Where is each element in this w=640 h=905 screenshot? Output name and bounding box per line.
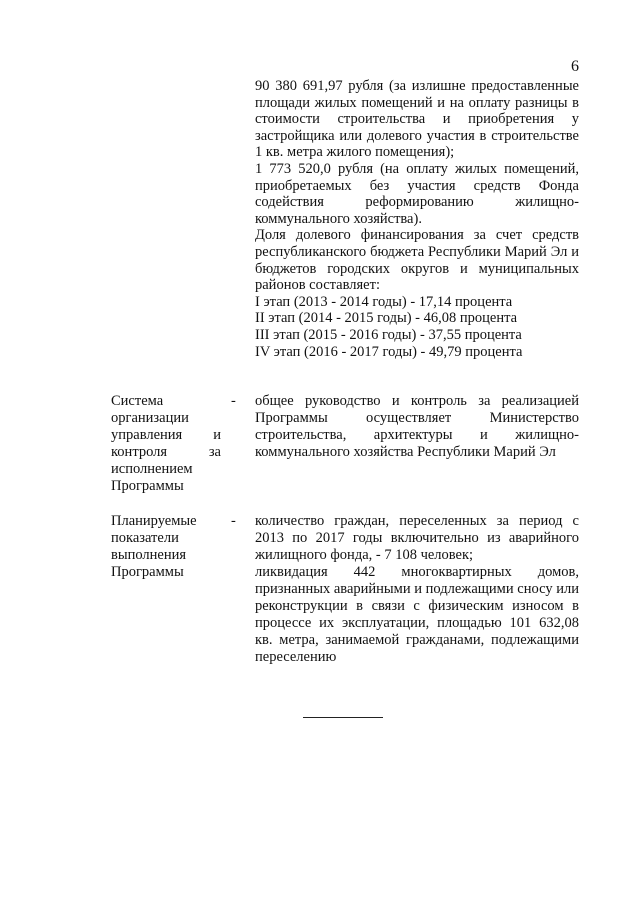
stage-2: II этап (2014 - 2015 годы) - 46,08 процента	[255, 310, 518, 327]
label-planned-indicators	[111, 513, 221, 581]
label-line: показатели	[111, 530, 179, 546]
label-management-system	[111, 393, 221, 495]
planned-indicators-text	[255, 513, 579, 666]
label-word: за	[208, 444, 221, 460]
label-word: управления	[111, 427, 183, 443]
label-line: исполнением	[111, 461, 193, 477]
section-dash: -	[231, 393, 236, 409]
label-line: Система	[111, 393, 164, 409]
management-system-paragraph: общее руководство и контроль за реализацией Программы осуществляет Министерство строительства, архитектуры и жилищно-коммунального хозяйства Республики Марий Эл	[255, 393, 579, 460]
label-line: выполнения	[111, 547, 187, 563]
paragraph-cofinancing-share: Доля долевого финансирования за счет средств республиканского бюджета Республики Марий Эл и бюджетов городских округов и муниципальных районов составляет:	[255, 227, 579, 294]
indicator-resettled-citizens: количество граждан, переселенных за период с 2013 по 2017 годы включительно из аварийного жилищного фонда, - 7 108 человек;	[255, 513, 579, 563]
financing-continuation	[255, 78, 579, 360]
indicator-demolition: ликвидация 442 многоквартирных домов, признанных аварийными и подлежащими сносу или реконструкции в связи с физическим износом в процессе их эксплуатации, площадью 101 632,08 кв. метра, занимаемой гражданами, подлежащими переселению	[255, 564, 579, 665]
management-system-text	[255, 393, 579, 461]
label-word: и	[213, 427, 221, 443]
paragraph-surplus-area: 90 380 691,97 рубля (за излишне предоставленные площади жилых помещений и на оплату разницы в стоимости строительства и приобретения у застройщика или долевого участия в строительстве 1 кв. метра жилого помещения);	[255, 78, 579, 161]
label-line	[111, 444, 221, 461]
label-line: Программы	[111, 478, 184, 494]
paragraph-housing-payment: 1 773 520,0 рубля (на оплату жилых помещений, приобретаемых без участия средств Фонда содействия реформированию жилищно-коммунального хозяйства).	[255, 160, 579, 227]
label-line: организации	[111, 410, 189, 426]
page-number: 6	[571, 58, 579, 75]
label-line: Программы	[111, 564, 184, 580]
label-line	[111, 427, 221, 444]
section-dash: -	[231, 513, 236, 529]
end-separator-line	[303, 717, 383, 718]
stage-3: III этап (2015 - 2016 годы) - 37,55 процента	[255, 326, 522, 343]
stage-4: IV этап (2016 - 2017 годы) - 49,79 процента	[255, 343, 523, 360]
label-word: контроля	[111, 444, 168, 460]
stage-1: I этап (2013 - 2014 годы) - 17,14 процента	[255, 293, 513, 310]
label-line: Планируемые	[111, 513, 197, 529]
